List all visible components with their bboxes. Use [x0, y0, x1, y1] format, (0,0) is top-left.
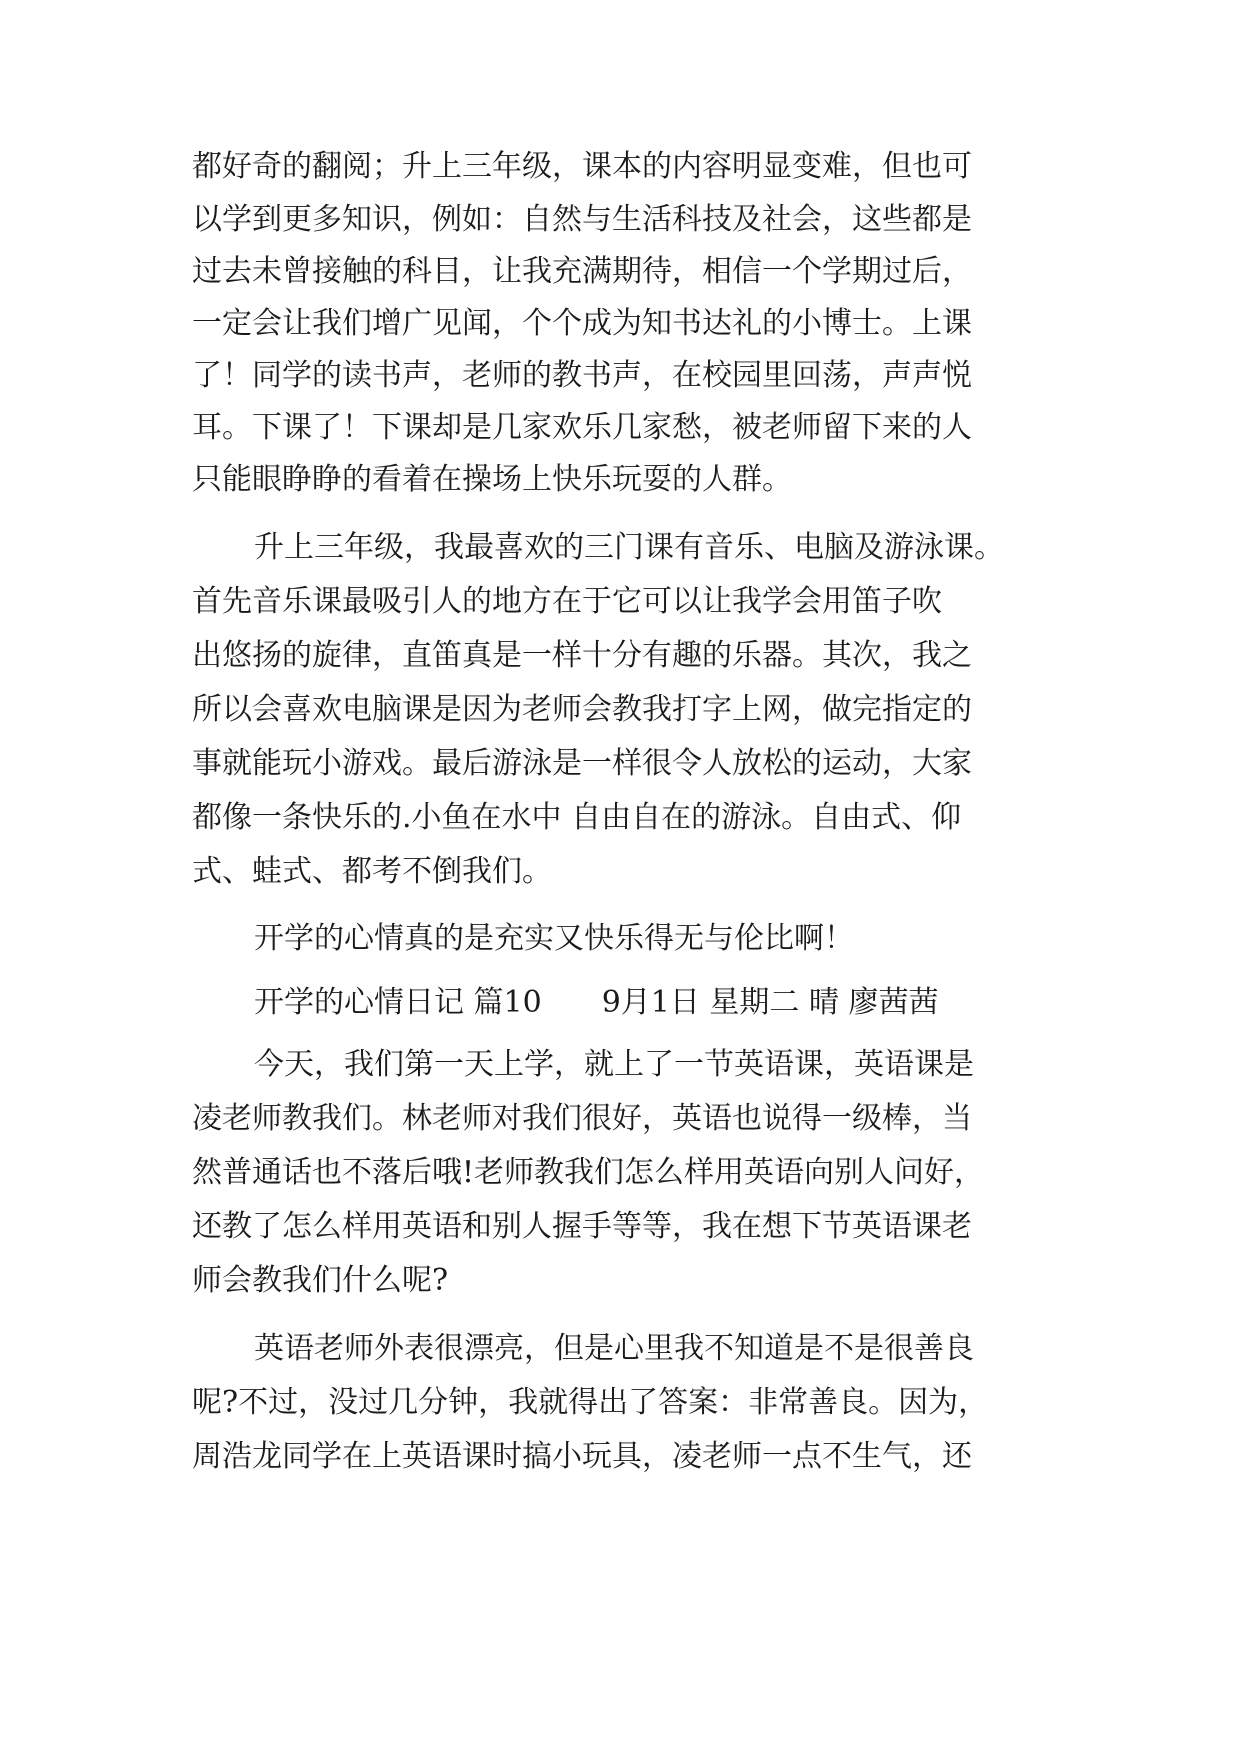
- text-line: 凌老师教我们。林老师对我们很好，英语也说得一级棒，当: [192, 1101, 972, 1136]
- paragraph-first-line: 升上三年级，我最喜欢的三门课有音乐、电脑及游泳课。: [254, 530, 1004, 565]
- text-line: 所以会喜欢电脑课是因为老师会教我打字上网，做完指定的: [192, 692, 972, 727]
- text-line: 过去未曾接触的科目，让我充满期待，相信一个学期过后，: [192, 254, 972, 289]
- text-line: 都好奇的翻阅；升上三年级，课本的内容明显变难，但也可: [192, 149, 972, 184]
- diary-heading: 开学的心情日记 篇10 9月1日 星期二 晴 廖茜茜: [254, 985, 939, 1020]
- text-line: 都像一条快乐的.小鱼在水中 自由自在的游泳。自由式、仰: [192, 800, 962, 835]
- text-line: 然普通话也不落后哦!老师教我们怎么样用英语向别人问好，: [192, 1155, 985, 1190]
- paragraph-first-line: 英语老师外表很漂亮，但是心里我不知道是不是很善良: [254, 1331, 974, 1366]
- text-line: 了！同学的读书声，老师的教书声，在校园里回荡，声声悦: [192, 358, 972, 393]
- text-line: 事就能玩小游戏。最后游泳是一样很令人放松的运动，大家: [192, 746, 972, 781]
- text-line: 出悠扬的旋律，直笛真是一样十分有趣的乐器。其次，我之: [192, 638, 972, 673]
- paragraph-first-line: 开学的心情真的是充实又快乐得无与伦比啊！: [254, 921, 854, 956]
- text-line: 周浩龙同学在上英语课时搞小玩具，凌老师一点不生气，还: [192, 1439, 972, 1474]
- text-line: 首先音乐课最吸引人的地方在于它可以让我学会用笛子吹: [192, 584, 942, 619]
- text-line: 耳。下课了！下课却是几家欢乐几家愁，被老师留下来的人: [192, 410, 972, 445]
- text-line: 一定会让我们增广见闻，个个成为知书达礼的小博士。上课: [192, 306, 972, 341]
- paragraph-first-line: 今天，我们第一天上学，就上了一节英语课，英语课是: [254, 1047, 974, 1082]
- text-line: 式、蛙式、都考不倒我们。: [192, 854, 552, 889]
- text-line: 师会教我们什么呢?: [192, 1263, 449, 1298]
- text-line: 以学到更多知识，例如：自然与生活科技及社会，这些都是: [192, 202, 972, 237]
- text-line: 呢?不过，没过几分钟，我就得出了答案：非常善良。因为，: [192, 1385, 989, 1420]
- text-line: 只能眼睁睁的看着在操场上快乐玩耍的人群。: [192, 462, 792, 497]
- text-line: 还教了怎么样用英语和别人握手等等，我在想下节英语课老: [192, 1209, 972, 1244]
